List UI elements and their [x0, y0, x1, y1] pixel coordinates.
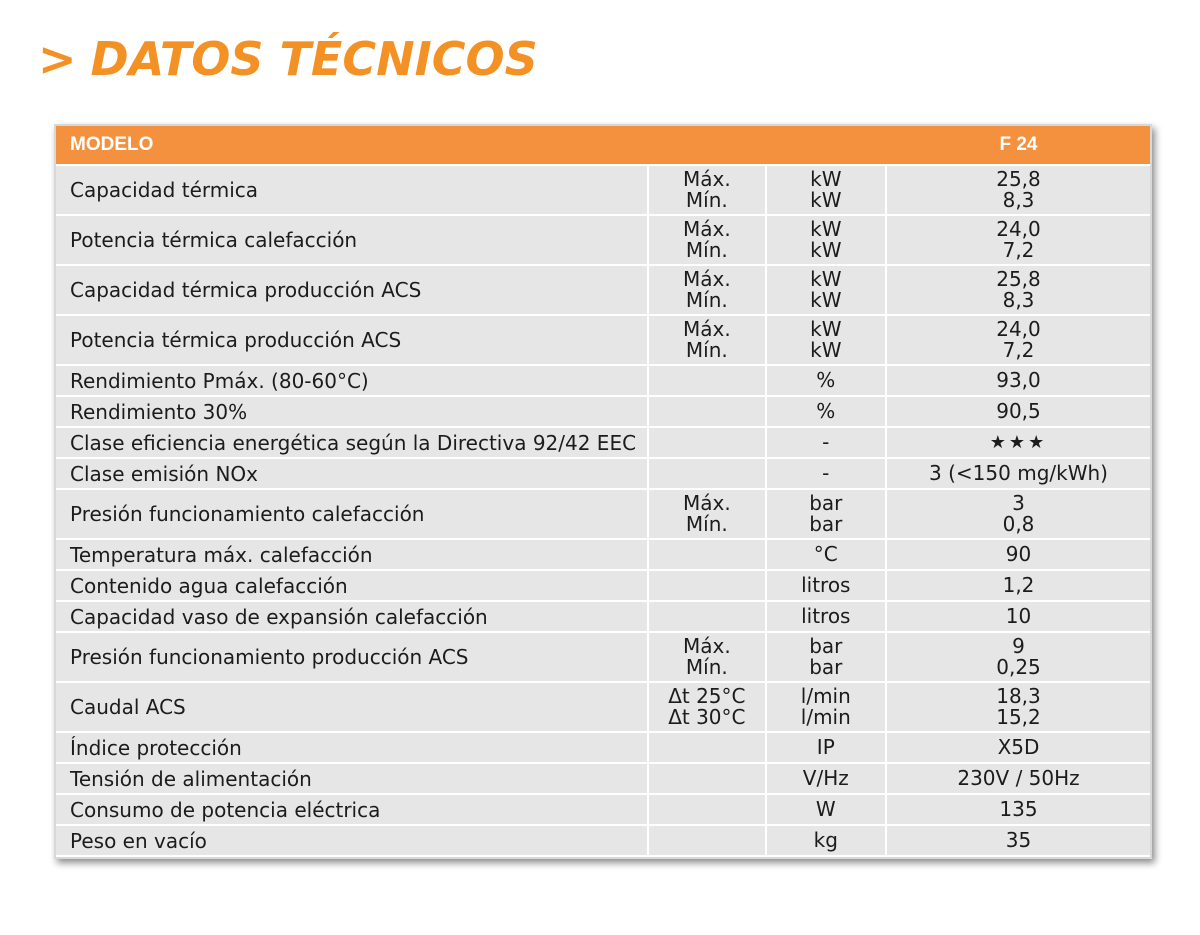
- table-row: [56, 266, 1150, 316]
- row-value-cell: [887, 428, 1150, 459]
- row-unit-cell: [767, 571, 887, 602]
- table-row: [56, 490, 1150, 540]
- row-unit: kW: [810, 288, 842, 312]
- row-qualifier: Máx.: [682, 217, 731, 241]
- page-title: [38, 32, 538, 86]
- row-value-cell: [887, 733, 1150, 764]
- row-label: Caudal ACS: [56, 683, 649, 733]
- row-qualifier: Mín.: [685, 188, 728, 212]
- row-unit: bar: [809, 491, 843, 515]
- row-value: 0,8: [1002, 512, 1035, 536]
- row-unit: kW: [810, 167, 842, 191]
- row-value-cell: [887, 826, 1150, 857]
- table-row: [56, 602, 1150, 633]
- row-qualifier-cell: [649, 602, 766, 633]
- table-row: [56, 397, 1150, 428]
- row-qualifier: Máx.: [682, 167, 731, 191]
- row-unit: kW: [810, 338, 842, 362]
- row-qualifier: Máx.: [682, 491, 731, 515]
- row-unit: litros: [801, 604, 851, 628]
- row-qualifier-cell: [649, 826, 766, 857]
- row-qualifier: Mín.: [685, 338, 728, 362]
- row-qualifier: Mín.: [685, 512, 728, 536]
- row-value-cell: [887, 602, 1150, 633]
- row-value-cell: [887, 459, 1150, 490]
- table-row: [56, 316, 1150, 366]
- row-value-cell: [887, 764, 1150, 795]
- row-qualifier-cell: [649, 764, 766, 795]
- row-label: Capacidad térmica: [56, 166, 649, 216]
- row-qualifier-cell: [649, 428, 766, 459]
- row-unit-cell: [767, 266, 887, 316]
- row-label: Tensión de alimentación: [56, 764, 649, 795]
- row-qualifier: Mín.: [685, 238, 728, 262]
- row-unit-cell: [767, 540, 887, 571]
- row-unit: l/min: [800, 684, 851, 708]
- row-value-cell: [887, 397, 1150, 428]
- row-unit-cell: [767, 459, 887, 490]
- row-value: 35: [1005, 828, 1032, 852]
- table-row: [56, 166, 1150, 216]
- row-qualifier-cell: [649, 397, 766, 428]
- row-qualifier: Mín.: [685, 288, 728, 312]
- header-model-value: F 24: [887, 126, 1150, 166]
- row-value: 24,0: [996, 217, 1041, 241]
- row-value-cell: [887, 166, 1150, 216]
- row-unit-cell: [767, 602, 887, 633]
- row-value: 10: [1005, 604, 1032, 628]
- table-row: [56, 366, 1150, 397]
- row-label: Clase emisión NOx: [56, 459, 649, 490]
- row-value: 8,3: [1002, 288, 1035, 312]
- row-qualifier: Máx.: [682, 317, 731, 341]
- row-unit: kW: [810, 188, 842, 212]
- row-unit-cell: [767, 826, 887, 857]
- row-unit: kW: [810, 217, 842, 241]
- row-value: 25,8: [996, 267, 1041, 291]
- row-unit: bar: [809, 655, 843, 679]
- row-unit: -: [822, 430, 830, 454]
- table-row: [56, 764, 1150, 795]
- row-unit: kW: [810, 267, 842, 291]
- row-value: 230V / 50Hz: [957, 766, 1080, 790]
- row-value: 24,0: [996, 317, 1041, 341]
- row-unit: %: [816, 399, 836, 423]
- row-qualifier: Δt 25°C: [668, 684, 746, 708]
- row-qualifier-cell: [649, 571, 766, 602]
- row-qualifier-cell: [649, 266, 766, 316]
- row-unit-cell: [767, 733, 887, 764]
- row-unit: l/min: [800, 705, 851, 729]
- row-value-cell: [887, 490, 1150, 540]
- row-unit-cell: [767, 316, 887, 366]
- page-title-text: DATOS TÉCNICOS: [90, 32, 538, 86]
- row-label: Potencia térmica producción ACS: [56, 316, 649, 366]
- table-row: [56, 826, 1150, 857]
- row-value-cell: [887, 540, 1150, 571]
- row-qualifier: Máx.: [682, 634, 731, 658]
- row-label: Capacidad térmica producción ACS: [56, 266, 649, 316]
- row-label: Contenido agua calefacción: [56, 571, 649, 602]
- chevron-right-icon: >: [38, 32, 77, 86]
- row-label: Potencia térmica calefacción: [56, 216, 649, 266]
- row-qualifier-cell: [649, 166, 766, 216]
- table-row: [56, 216, 1150, 266]
- row-value: 1,2: [1002, 573, 1035, 597]
- table-row: [56, 540, 1150, 571]
- row-value: 25,8: [996, 167, 1041, 191]
- row-label: Peso en vacío: [56, 826, 649, 857]
- row-label: Capacidad vaso de expansión calefacción: [56, 602, 649, 633]
- table-row: [56, 459, 1150, 490]
- row-value-cell: [887, 266, 1150, 316]
- row-unit: °C: [813, 542, 838, 566]
- row-qualifier-cell: [649, 540, 766, 571]
- row-unit: kg: [813, 828, 838, 852]
- table-row: [56, 795, 1150, 826]
- table-header-row: [56, 126, 1150, 166]
- row-unit: bar: [809, 512, 843, 536]
- row-qualifier-cell: [649, 216, 766, 266]
- row-qualifier-cell: [649, 633, 766, 683]
- table-row: [56, 733, 1150, 764]
- row-value: 93,0: [996, 368, 1041, 392]
- row-qualifier-cell: [649, 490, 766, 540]
- row-label: Índice protección: [56, 733, 649, 764]
- row-value-cell: [887, 633, 1150, 683]
- header-model-label: MODELO: [56, 126, 887, 166]
- row-label: Clase eficiencia energética según la Directiva 92/42 EEC: [56, 428, 649, 459]
- row-label: Rendimiento 30%: [56, 397, 649, 428]
- row-unit-cell: [767, 166, 887, 216]
- row-qualifier-cell: [649, 733, 766, 764]
- table-row: [56, 428, 1150, 459]
- row-value-cell: [887, 316, 1150, 366]
- row-unit: kW: [810, 317, 842, 341]
- row-value-cell: [887, 571, 1150, 602]
- row-value: 90,5: [996, 399, 1041, 423]
- table-body: [56, 166, 1150, 857]
- row-qualifier-cell: [649, 459, 766, 490]
- row-label: Presión funcionamiento producción ACS: [56, 633, 649, 683]
- row-qualifier-cell: [649, 795, 766, 826]
- row-label: Consumo de potencia eléctrica: [56, 795, 649, 826]
- row-unit: -: [822, 461, 830, 485]
- row-value-cell: [887, 366, 1150, 397]
- row-value-cell: [887, 216, 1150, 266]
- table-row: [56, 633, 1150, 683]
- row-value: 3: [1012, 491, 1025, 515]
- row-value: 7,2: [1002, 338, 1035, 362]
- row-qualifier-cell: [649, 683, 766, 733]
- table-row: [56, 571, 1150, 602]
- row-qualifier-cell: [649, 316, 766, 366]
- row-value: 135: [999, 797, 1038, 821]
- row-unit: %: [816, 368, 836, 392]
- row-value: ★★★: [989, 432, 1048, 453]
- row-qualifier: Mín.: [685, 655, 728, 679]
- row-qualifier-cell: [649, 366, 766, 397]
- row-value: 15,2: [996, 705, 1041, 729]
- row-unit-cell: [767, 428, 887, 459]
- row-unit-cell: [767, 633, 887, 683]
- row-unit-cell: [767, 216, 887, 266]
- row-label: Presión funcionamiento calefacción: [56, 490, 649, 540]
- row-unit-cell: [767, 490, 887, 540]
- row-qualifier: Δt 30°C: [668, 705, 746, 729]
- row-unit: litros: [801, 573, 851, 597]
- row-value-cell: [887, 795, 1150, 826]
- row-unit-cell: [767, 764, 887, 795]
- row-unit-cell: [767, 366, 887, 397]
- row-unit: bar: [809, 634, 843, 658]
- row-value: X5D: [997, 735, 1040, 759]
- row-unit-cell: [767, 795, 887, 826]
- row-unit: W: [815, 797, 836, 821]
- row-label: Temperatura máx. calefacción: [56, 540, 649, 571]
- row-unit: V/Hz: [802, 766, 849, 790]
- row-label: Rendimiento Pmáx. (80-60°C): [56, 366, 649, 397]
- row-unit: kW: [810, 238, 842, 262]
- table-row: [56, 683, 1150, 733]
- row-value: 18,3: [996, 684, 1041, 708]
- row-qualifier: Máx.: [682, 267, 731, 291]
- row-unit: IP: [816, 735, 835, 759]
- row-unit-cell: [767, 397, 887, 428]
- row-value: 8,3: [1002, 188, 1035, 212]
- row-value: 7,2: [1002, 238, 1035, 262]
- row-value: 9: [1012, 634, 1025, 658]
- row-value: 0,25: [996, 655, 1041, 679]
- row-value: 90: [1005, 542, 1032, 566]
- row-value-cell: [887, 683, 1150, 733]
- row-value: 3 (<150 mg/kWh): [929, 461, 1108, 485]
- row-unit-cell: [767, 683, 887, 733]
- technical-data-table: [54, 124, 1152, 859]
